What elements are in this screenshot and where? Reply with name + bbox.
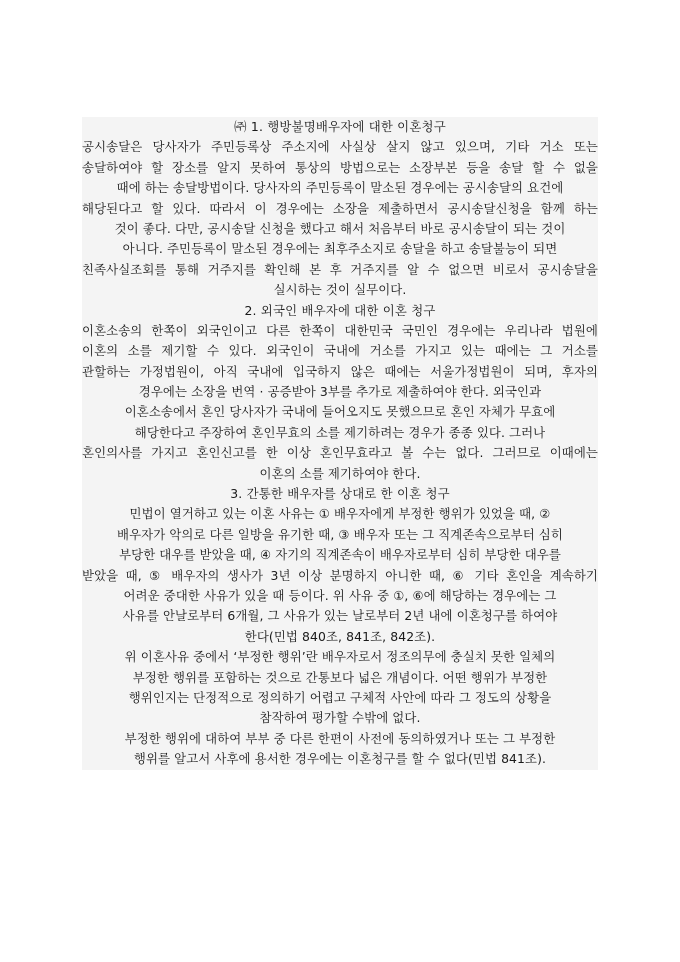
section-2-heading: 2. 외국인 배우자에 대한 이혼 청구 — [244, 302, 436, 318]
paragraph-line: 민법이 열거하고 있는 이혼 사유는 ① 배우자에게 부정한 행위가 있었을 때, ② — [129, 506, 551, 522]
paragraph-line: 배우자가 악의로 다른 일방을 유기한 때, ③ 배우자 또는 그 직계존속으로부터 심히 — [117, 526, 563, 542]
paragraph-line: 친족사실조회를 통해 거주지를 확인해 본 후 거주지를 알 수 없으면 비로서 공시송달을 — [82, 261, 598, 277]
paragraph-line: 송달하여야 할 장소를 알지 못하여 통상의 방법으로는 소장부본 등을 송달 할 수 없을 — [82, 159, 598, 175]
paragraph-line: 사유를 안날로부터 6개월, 그 사유가 있는 날로부터 2년 내에 이혼청구를 하여야 — [122, 608, 558, 624]
paragraph-line: 관할하는 가정법원이, 아직 국내에 입국하지 않은 때에는 서울가정법원이 되며, 후자의 — [82, 363, 598, 379]
paragraph-line: 때에 하는 송달방법이다. 당사자의 주민등록이 말소된 경우에는 공시송달의 요건에 — [116, 180, 564, 196]
paragraph-line: 이혼의 소를 제기하여야 한다. — [259, 465, 421, 481]
section-1-heading: ㈜ 1. 행방불명배우자에 대한 이혼청구 — [234, 119, 446, 134]
paragraph-line: 해당된다고 할 있다. 따라서 이 경우에는 소장을 제출하면서 공시송달신청을 함께 하는 — [82, 200, 598, 216]
paragraph-line: 어려운 중대한 사유가 있을 때 등이다. 위 사유 중 ①, ⑥에 해당하는 경우에는 그 — [123, 587, 557, 603]
paragraph-line: 이혼소송의 한쪽이 외국인이고 다른 한쪽이 대한민국 국민인 경우에는 우리나라 법원에 — [82, 322, 598, 338]
paragraph-line: 이혼의 소를 제기할 수 있다. 외국인이 국내에 거소를 가지고 있는 때에는 그 거소를 — [82, 343, 598, 359]
paragraph-line: 참작하여 평가할 수밖에 없다. — [259, 710, 421, 726]
paragraph-line: 부정한 행위에 대하여 부부 중 다른 한편이 사전에 동의하였거나 또는 그 부정한 — [124, 730, 556, 746]
paragraph-line: 아니다. 주민등록이 말소된 경우에는 최후주소지로 송달을 하고 송달불능이 되면 — [122, 241, 558, 257]
section-3-heading: 3. 간통한 배우자를 상대로 한 이혼 청구 — [230, 486, 450, 502]
paragraph-line: 한다(민법 840조, 841조, 842조). — [244, 628, 436, 644]
document-text-block — [82, 117, 598, 770]
paragraph-line: 행위를 알고서 사후에 용서한 경우에는 이혼청구를 할 수 없다(민법 841조). — [133, 751, 547, 767]
paragraph-line: 받았을 때, ⑤ 배우자의 생사가 3년 이상 분명하지 아니한 때, ⑥ 기타 혼인을 계속하기 — [82, 567, 598, 583]
paragraph-line: 해당한다고 주장하여 혼인무효의 소를 제기하려는 경우가 종종 있다. 그러나 — [134, 424, 546, 440]
paragraph-line: 혼인의사를 가지고 혼인신고를 한 이상 혼인무효라고 볼 수는 없다. 그러므로 이때에는 — [82, 445, 598, 461]
paragraph-line: 이혼소송에서 혼인 당사자가 국내에 들어오지도 못했으므로 혼인 자체가 무효에 — [124, 404, 556, 420]
paragraph-line: 행위인지는 단정적으로 정의하기 어렵고 구체적 사안에 따라 그 정도의 상황을 — [128, 689, 552, 705]
paragraph-line: 경우에는 소장을 번역 · 공증받아 3부를 추가로 제출하여야 한다. 외국인과 — [138, 384, 542, 400]
paragraph-line: 실시하는 것이 실무이다. — [273, 282, 407, 298]
paragraph-line: 공시송달은 당사자가 주민등록상 주소지에 사실상 살지 않고 있으며, 기타 거소 또는 — [82, 139, 598, 155]
paragraph-line: 부정한 행위를 포함하는 것으로 간통보다 넓은 개념이다. 어떤 행위가 부정한 — [132, 669, 548, 685]
paragraph-line: 위 이혼사유 중에서 ‘부정한 행위’란 배우자로서 정조의무에 충실치 못한 일체의 — [124, 649, 556, 665]
paragraph-line: 것이 좋다. 다만, 공시송달 신청을 했다고 해서 처음부터 바로 공시송달이 되는 것이 — [114, 220, 566, 236]
paragraph-line: 부당한 대우를 받았을 때, ④ 자기의 직계존속이 배우자로부터 심히 부당한 대우를 — [119, 547, 561, 563]
